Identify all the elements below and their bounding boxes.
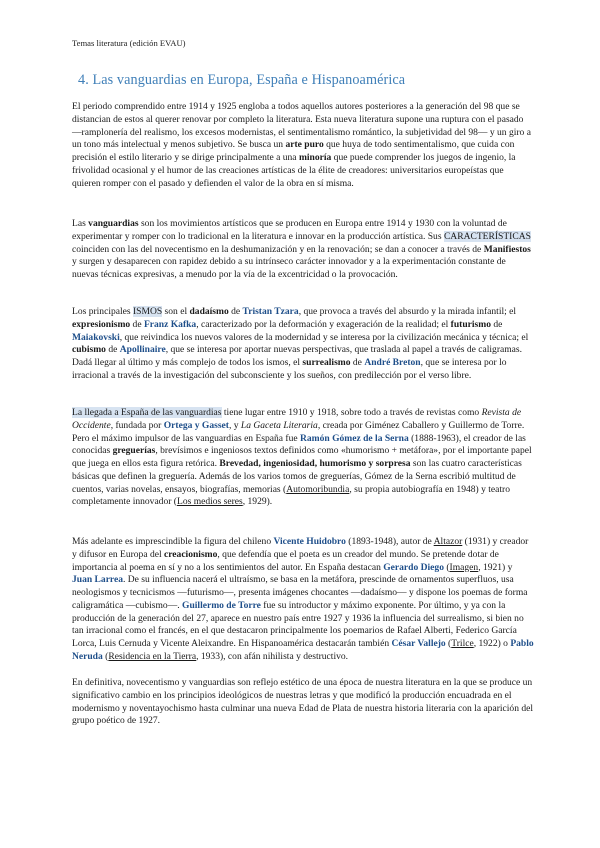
text-run: que puede comprender los juegos de ingenio, la frivolidad ocasional y el humor de las creaciones artísticas de la élite de creadores: universitarios europeístas que quieren romper con el pasado y defienden el valor de la obra en sí misma. (72, 152, 516, 189)
text-run: , su propia autobiografía en 1948) y teatro completamente innovador ( (72, 483, 510, 508)
term-manifiestos: Manifiestos (483, 243, 531, 255)
title-gaceta-literaria: La Gaceta Literaria (240, 419, 318, 431)
author-gomez-serna: Ramón Gómez de la Serna (300, 432, 409, 444)
text-run: de (130, 318, 144, 330)
highlight-caracteristicas: CARACTERÍSTICAS (443, 230, 531, 242)
author-andre-breton: André Breton (364, 357, 421, 368)
text-run: Los principales (72, 306, 133, 317)
text-run: son los movimientos artísticos que se producen en Europa entre 1914 y 1930 con la voluntad de experimentar y romper con lo tradicional en la literatura e innovar en la producción artística. Sus (72, 218, 507, 242)
author-pablo-neruda: Pablo Neruda (72, 638, 534, 662)
paragraph-ismos (72, 306, 534, 383)
text-run: ( (445, 638, 452, 649)
term-expresionismo: expresionismo (72, 318, 131, 330)
author-maiakovski: Maiakovski (72, 331, 120, 343)
title-imagen: Imagen (449, 561, 479, 573)
text-run: , 1933), con afán nihilista y destructivo. (196, 650, 349, 662)
text-run: fue su introductor y máximo exponente. Por último, y ya con la producción de la generación del 27, aparece en nuestro país entre 1927 y 1936 la influencia del surrealismo, si bien no tan irracional como el francés, en el que destacaron principalmente los poemarios de Rafael Alberti, Federico García Lorca, Luis Cernuda y Vicente Aleixandre. En Hispanoamérica destacarán también (72, 599, 524, 649)
text-run: , fundada por (110, 419, 164, 431)
text-run: , que provoca a través del absurdo y la mirada infantil; el (298, 306, 517, 317)
author-juan-larrea: Juan Larrea (72, 574, 124, 586)
highlight-ismos: ISMOS (132, 306, 163, 317)
text-run: son las cuatro características básicas que definen la greguería. Además de los varios tomos de greguerías, Gómez de la Serna escribió multitud de cuentos, varias novelas, ensayos, biografías, memorias ( (72, 458, 522, 495)
term-arte-puro: arte puro (285, 139, 324, 151)
text-run: , y (228, 419, 241, 431)
term-creacionismo: creacionismo (164, 548, 218, 560)
title-altazor: Altazor (433, 536, 463, 547)
title-medios-seres: Los medios seres (176, 496, 243, 508)
title-residencia-tierra: Residencia en la Tierra (108, 650, 197, 662)
paragraph-vanguardias (72, 218, 534, 282)
highlight-llegada: La llegada a España de las vanguardias (72, 407, 222, 418)
title-trilce: Trilce (451, 638, 474, 649)
text-run: , que defendía que el poeta es un creador del mundo. Se pretende dotar de importancia al poema en sí y no a los sentimientos del autor. En España destacan (72, 548, 499, 573)
text-run: El periodo comprendido entre 1914 y 1925 engloba a todos aquellos autores posteriores a la generación del 98 que se distancian de estos al querer renovar por completo la literatura. Esta nueva literatura supone una ruptura con el pasado —ramplonería del realismo, los excesos modernistas, el sentimentalismo romántico, la subjetividad del 98— y un giro a un tono más intelectual y menos subjetivo. Se busca un (72, 101, 531, 151)
section-title: 4. Las vanguardias en Europa, España e Hispanoamérica (78, 72, 406, 88)
text-run: de (228, 306, 243, 317)
text-run: ( (102, 650, 109, 662)
term-greguerias: greguerías (112, 445, 156, 457)
author-huidobro: Vicente Huidobro (273, 536, 346, 547)
author-ortega-gasset: Ortega y Gasset (163, 419, 229, 431)
text-run: , que se interesa por aportar nuevas perspectivas, que traslada al papel a través de caligramas. Dadá llegar al último y más complejo de todos los ismos, el (72, 344, 522, 368)
author-guillermo-torre: Guillermo de Torre (182, 599, 261, 611)
title-revista-occidente: Revista de Occidente (72, 407, 522, 431)
text-run: , que se interesa por lo irracional a través de la investigación del subconsciente y los sueños, con predilección por el verso libre. (72, 357, 507, 381)
text-run: , 1922) o (473, 638, 511, 649)
term-minoria: minoría (298, 152, 332, 163)
author-gerardo-diego: Gerardo Diego (383, 561, 444, 573)
text-run: Más adelante es imprescindible la figura del chileno (72, 536, 274, 547)
text-run: , que reivindica los nuevos valores de la modernidad y se interesa por la civilización mecánica y técnica; el (119, 331, 529, 343)
paragraph-espana (72, 407, 534, 509)
term-futurismo: futurismo (450, 318, 491, 330)
text-run: , caracterizado por la deformación y exageración de la realidad; el (196, 318, 451, 330)
paragraph-conclusion (72, 677, 534, 728)
term-cubismo: cubismo (72, 344, 106, 356)
author-apollinaire: Apollinaire (119, 344, 166, 356)
author-tristan-tzara: Tristan Tzara (242, 306, 299, 317)
text-run: Las (72, 218, 89, 229)
text-run: tiene lugar entre 1910 y 1918, sobre todo a través de revistas como (221, 407, 482, 418)
text-run: que huya de todo sentimentalismo, que cuida con precisión el estilo literario y se dirige principalmente a una (72, 139, 515, 163)
text-run: de (350, 357, 365, 368)
text-run: . De su influencia nacerá el ultraísmo, se basa en la metáfora, prescinde de ornamentos superfluos, usa neologismos y tecnicismos —futurismo—, presenta imágenes chocantes —dadaísmo— y dispone los poemas de forma caligramática —cubismo—. (72, 574, 528, 611)
text-run: , 1921) y (478, 561, 513, 573)
text-run: ( (443, 561, 450, 573)
text-run: coinciden con las del novecentismo en la deshumanización y en la renovación; se dan a conocer a través de (72, 243, 484, 255)
term-brevedad: Brevedad, ingeniosidad, humorismo y sorpresa (219, 458, 411, 469)
text-run: y surgen y desaparecen con rapidez debido a su intrínseco carácter innovador y a la experimentación constante de nuevas técnicas expresivas, a menudo por la vía de la excentricidad o la provocación. (72, 256, 506, 280)
text-run: , brevísimos e ingeniosos textos definidos como «humorismo + metáfora», por el importante papel que juega en ellos esta figura retórica. (72, 445, 532, 469)
paragraph-huidobro (72, 536, 534, 664)
page-header: Temas literatura (edición EVAU) (72, 38, 186, 48)
author-franz-kafka: Franz Kafka (143, 318, 197, 330)
term-surrealismo: surrealismo (302, 357, 351, 368)
author-cesar-vallejo: César Vallejo (391, 638, 446, 649)
text-run: de (490, 318, 503, 330)
text-run: son el (162, 306, 190, 317)
text-run: En definitiva, novecentismo y vanguardias son reflejo estético de una época de nuestra literatura en la que se produce un significativo cambio en los principios ideológicos de nuestras letras y que modificó la producción encuadrada en el modernismo y noventayochismo hasta culminar una nueva Edad de Plata de nuestra historia literaria con la aparición del grupo poético de 1927. (72, 677, 534, 727)
text-run: , 1929). (242, 496, 273, 508)
text-run: (1888-1963), el creador de las conocidas (72, 432, 526, 457)
text-run: de (105, 344, 120, 356)
term-vanguardias: vanguardias (88, 218, 139, 229)
text-run: (1931) y creador y difusor en Europa del (72, 536, 529, 560)
title-automoribundia: Automoribundia (286, 483, 350, 495)
paragraph-intro (72, 101, 534, 190)
text-run: , creada por Giménez Caballero y Guillermo de Torre. Pero el máximo impulsor de las vanguardias en España fue (72, 419, 525, 444)
text-run: (1893-1948), autor de (345, 536, 434, 547)
term-dadaismo: dadaísmo (189, 306, 229, 317)
